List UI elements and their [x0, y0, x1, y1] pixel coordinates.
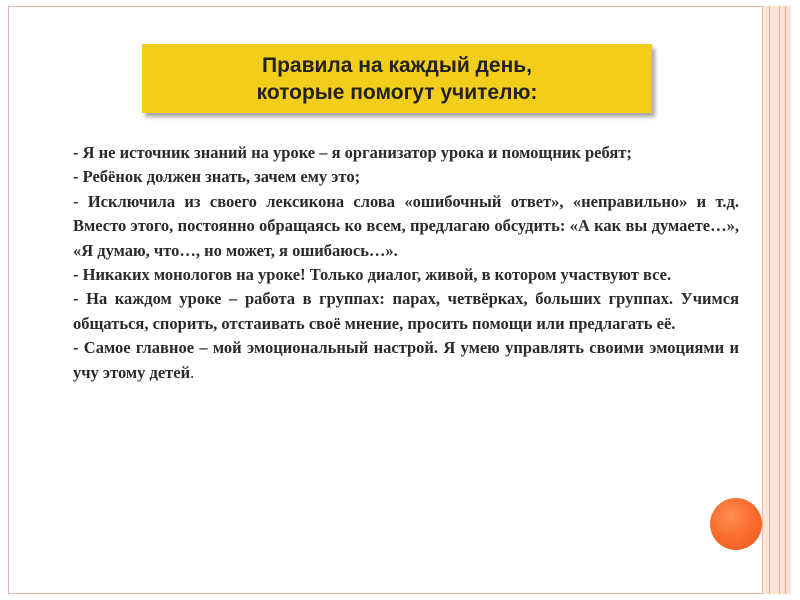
decorative-band-line	[769, 6, 770, 594]
rule-item: - Никаких монологов на уроке! Только диалог, живой, в котором участвуют все.	[73, 265, 672, 285]
rule-item: - Исключила из своего лексикона слова «ошибочный ответ», «неправильно» и т.д. Вместо этого, постоянно обращаясь ко всем, предлагаю обсудить: «А как вы думаете…», «Я думаю, что…, но может, я ошибаюсь…».	[73, 191, 739, 260]
slide-title-line-2: которые помогут учителю:	[256, 80, 538, 104]
slide-title-line-1: Правила на каждый день,	[262, 53, 532, 77]
decorative-band-line	[785, 6, 786, 594]
decorative-band-line	[779, 6, 780, 594]
decorative-side-band	[762, 6, 791, 594]
rule-text: - Самое главное – мой эмоциональный настрой. Я умею управлять своими эмоциями и учу этому детей	[73, 338, 739, 382]
rule-item: - Я не источник знаний на уроке – я организатор урока и помощник ребят;	[73, 143, 632, 162]
rules-list	[73, 141, 739, 385]
rule-item: - Ребёнок должен знать, зачем ему это;	[73, 167, 361, 187]
rule-item: - На каждом уроке – работа в группах: парах, четвёрках, больших группах. Учимся общаться, спорить, отстаивать своё мнение, просить помощи или предлагать её.	[73, 289, 739, 333]
rule-final-period: .	[190, 362, 195, 382]
slide-title-box	[142, 44, 652, 113]
decorative-orange-circle	[710, 498, 762, 550]
rule-item	[73, 336, 739, 385]
